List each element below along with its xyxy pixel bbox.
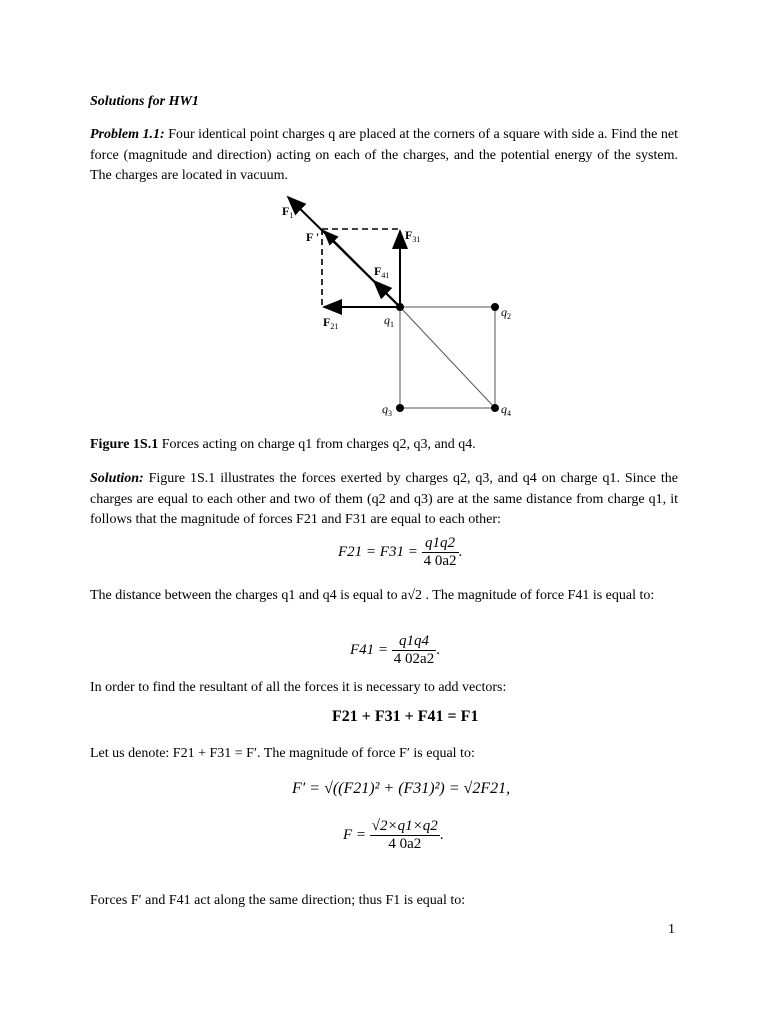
solution-text: Figure 1S.1 illustrates the forces exerted by charges q2, q3, and q4 on charge q1. Since the charges are equal to each other and two of them (q2 and q3) are at the same distance from charge q1, it follows that the magnitude of forces F21 and F31 are equal to each other:	[90, 471, 678, 527]
figure-caption-text: Forces acting on charge q1 from charges q2, q3, and q4.	[158, 437, 476, 452]
label-q4: $q_4$	[501, 402, 511, 418]
label-F21: $F_{21}$	[323, 315, 339, 331]
section-title: Solutions for HW1	[90, 94, 199, 109]
label-F1: $F_1$	[282, 204, 294, 220]
problem-text: Four identical point charges q are placed at the corners of a square with side a. Find the net force (magnitude and direction) acting on each of the charges, and the potential energy of the system. The charges are located in vacuum.	[90, 127, 678, 183]
label-q1: $q_1$	[384, 313, 394, 329]
distance-paragraph: The distance between the charges q1 and q4 is equal to a√2 . The magnitude of force F41 is equal to:	[90, 588, 655, 603]
charge-q2	[491, 303, 499, 311]
page-number: 1	[668, 922, 675, 937]
eq1-end: .	[458, 543, 463, 560]
equation-Fprime: F′ = √((F21)² + (F31)²) = √2F21,	[292, 780, 511, 797]
denote-paragraph: Let us denote: F21 + F31 = F′. The magnitude of force F′ is equal to:	[90, 746, 475, 761]
equation-F21-F31	[338, 535, 462, 570]
eq2-numerator: q1q4	[392, 633, 436, 651]
resultant-paragraph: In order to find the resultant of all the forces it is necessary to add vectors:	[90, 680, 507, 695]
arrow-F41	[374, 281, 400, 307]
figure-caption	[90, 437, 476, 453]
eq1-denominator: 4 0a2	[423, 553, 457, 569]
figure-label: Figure 1S.1	[90, 437, 159, 452]
label-q2: $q_2$	[501, 305, 511, 321]
forces-paragraph: Forces F′ and F41 act along the same direction; thus F1 is equal to:	[90, 893, 466, 908]
charge-q4	[491, 404, 499, 412]
equation-F41	[350, 633, 440, 668]
charge-q1	[396, 303, 404, 311]
problem-statement	[90, 125, 678, 187]
diagonal	[400, 307, 495, 408]
eq1-numerator: q1q2	[422, 535, 459, 553]
eq5-denominator: 4 0a2	[388, 836, 422, 852]
eq2-denominator: 4 02a2	[393, 651, 435, 667]
solution-paragraph	[90, 469, 678, 531]
eq2-fraction	[392, 633, 436, 668]
force-diagram	[270, 195, 530, 425]
label-F41: $F_{41}$	[374, 264, 390, 280]
problem-label: Problem 1.1:	[90, 127, 165, 142]
eq1-fraction	[422, 535, 459, 570]
charge-q3	[396, 404, 404, 412]
label-q3: $q_3$	[382, 402, 392, 418]
eq5-numerator: √2×q1×q2	[371, 818, 438, 834]
eq5-lhs: F =	[343, 826, 367, 843]
equation-F-magnitude	[343, 818, 444, 853]
label-Fprime: F '	[306, 230, 320, 244]
eq5-end: .	[439, 826, 444, 843]
eq2-lhs: F41 =	[350, 641, 389, 658]
label-F31: $F_{31}$	[405, 228, 421, 244]
eq5-fraction	[370, 818, 440, 853]
eq2-end: .	[436, 641, 440, 658]
eq1-lhs: F21 = F31 =	[338, 543, 418, 560]
equation-vector-sum: F21 + F31 + F41 = F1	[332, 708, 479, 725]
solution-label: Solution:	[90, 471, 144, 486]
